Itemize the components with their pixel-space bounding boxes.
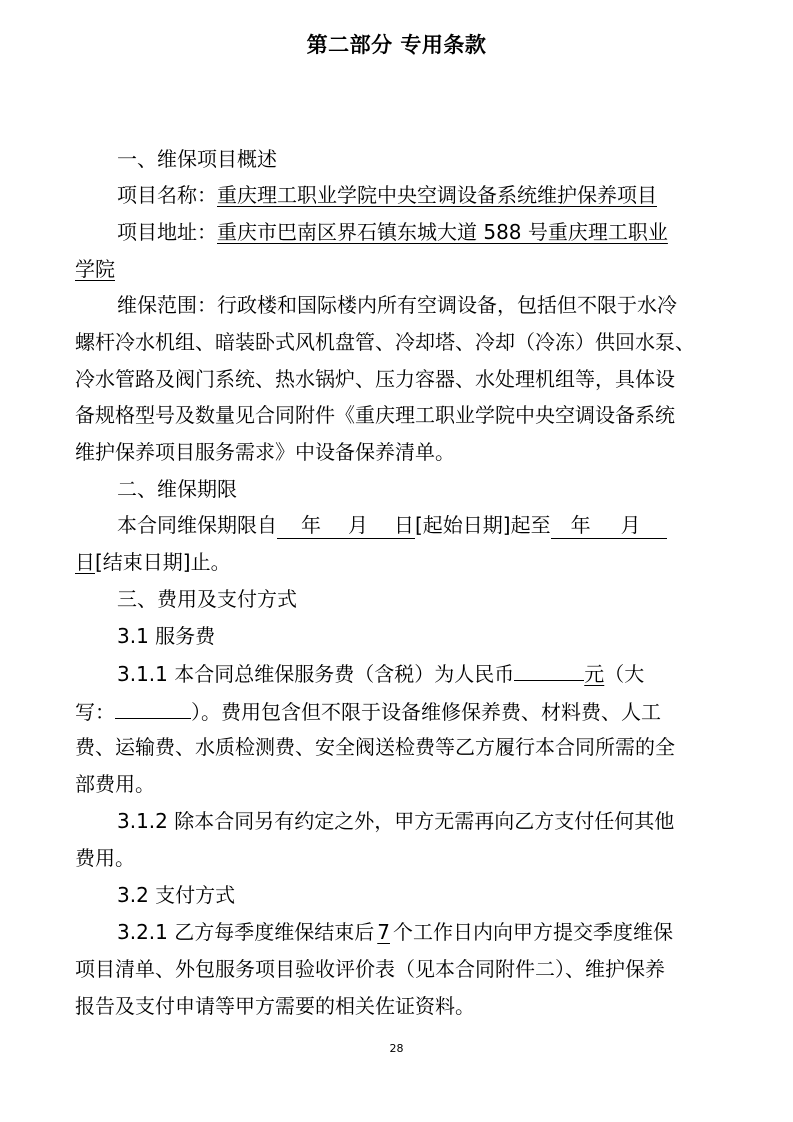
fee-amount-blank [514, 658, 584, 681]
end-month-blank [601, 512, 667, 539]
start-day-blank [373, 512, 415, 539]
clause-321-text: 3.2.1 乙方每季度维保结束后 [117, 920, 375, 944]
end-year-label: 年 [570, 513, 591, 537]
clause-321-line-1 [117, 917, 673, 947]
fee-currency: 元 [584, 662, 605, 686]
project-address-line [117, 217, 668, 247]
start-date-note: [起始日期]起至 [415, 513, 551, 537]
fee-daxie-blank [115, 696, 191, 719]
start-year-blank [277, 512, 331, 539]
fee-line-4: 部费用。 [75, 772, 155, 796]
clause-321-line-2: 项目清单、外包服务项目验收评价表（见本合同附件二）、维护保养 [75, 957, 665, 981]
fee-text-cont: ）。费用包含但不限于设备维修保养费、材料费、人工 [191, 700, 661, 724]
project-name-label: 项目名称： [117, 183, 217, 207]
end-day-label: 日 [75, 550, 95, 574]
fee-text: 3.1.1 本合同总维保服务费（含税）为人民币 [117, 662, 515, 686]
end-date-note: [结束日期]止。 [95, 550, 231, 574]
end-year-blank [551, 512, 601, 539]
project-name-value: 重庆理工职业学院中央空调设备系统维护保养项目 [217, 183, 657, 207]
working-days-value: 7 [377, 920, 390, 944]
section-heading-period: 二、维保期限 [117, 477, 237, 501]
period-line-2 [75, 547, 231, 577]
fee-line-1 [117, 658, 644, 689]
page-number: 28 [389, 1042, 404, 1055]
fee-line-3: 费、运输费、水质检测费、安全阀送检费等乙方履行本合同所需的全 [75, 735, 675, 759]
page-title: 第二部分 专用条款 [306, 33, 487, 57]
clause-312-line-2: 费用。 [75, 846, 135, 870]
end-month-label: 月 [620, 513, 641, 537]
scope-line-1: 维保范围：行政楼和国际楼内所有空调设备，包括但不限于水冷 [117, 293, 677, 317]
scope-line-5: 维护保养项目服务需求》中设备保养清单。 [75, 440, 455, 464]
fee-daxie-label: 写： [75, 700, 115, 724]
project-address-value: 重庆市巴南区界石镇东城大道 588 号重庆理工职业 [217, 220, 668, 244]
project-address-value-cont: 学院 [75, 257, 115, 281]
project-address-cont [75, 254, 115, 284]
project-name-line [117, 180, 657, 210]
period-line-1 [117, 510, 667, 540]
clause-312-line-1: 3.1.2 除本合同另有约定之外，甲方无需再向乙方支付任何其他 [117, 809, 675, 833]
clause-321-text-cont: 个工作日内向甲方提交季度维保 [392, 920, 673, 944]
start-month-blank [331, 512, 373, 539]
section-heading-fees: 三、费用及支付方式 [117, 587, 297, 611]
project-address-label: 项目地址： [117, 220, 217, 244]
clause-321-line-3: 报告及支付申请等甲方需要的相关佐证资料。 [75, 994, 475, 1018]
start-year-label: 年 [301, 513, 321, 537]
scope-line-3: 冷水管路及阀门系统、热水锅炉、压力容器、水处理机组等，具体设 [75, 367, 675, 391]
scope-line-4: 备规格型号及数量见合同附件《重庆理工职业学院中央空调设备系统 [75, 403, 675, 427]
section-heading-overview: 一、维保项目概述 [117, 147, 277, 171]
subsection-service-fee: 3.1 服务费 [117, 624, 216, 648]
fee-line-2 [75, 696, 661, 727]
fee-text-daxie: （大 [604, 662, 645, 686]
period-text: 本合同维保期限自 [117, 513, 277, 537]
start-month-label: 月 [348, 513, 368, 537]
start-day-label: 日 [394, 513, 414, 537]
scope-line-2: 螺杆冷水机组、暗装卧式风机盘管、冷却塔、冷却（冷冻）供回水泵、 [75, 330, 695, 354]
subsection-payment-method: 3.2 支付方式 [117, 883, 236, 907]
